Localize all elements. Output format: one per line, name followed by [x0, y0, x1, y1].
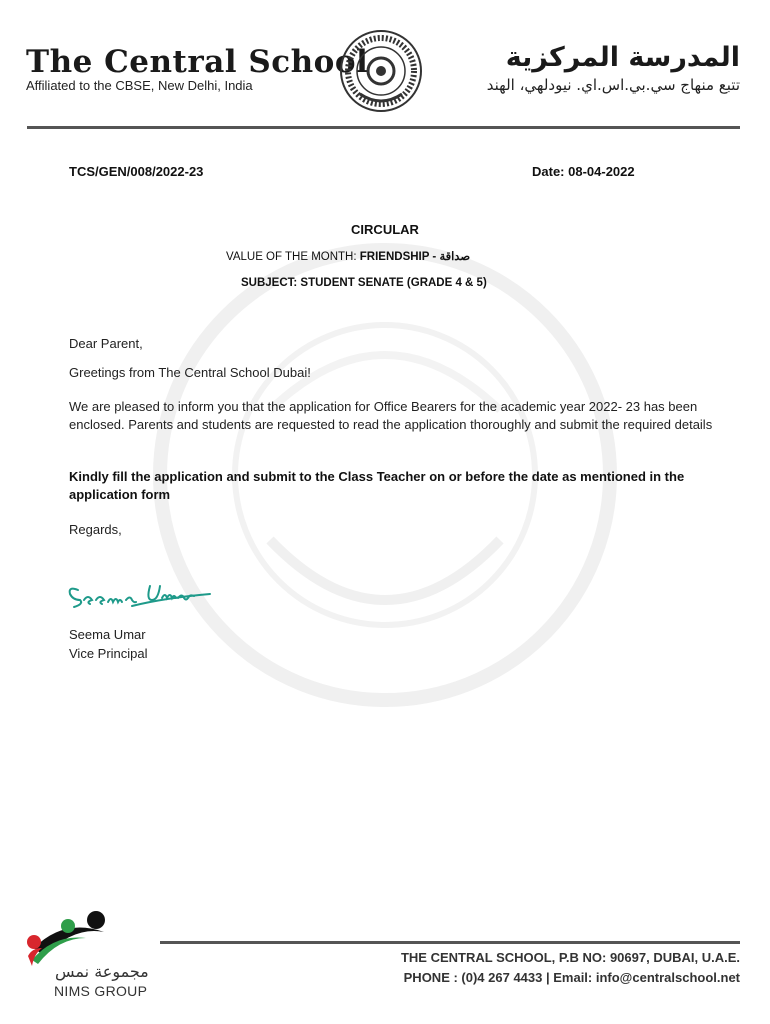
group-name-arabic: مجموعة نمس — [55, 962, 149, 981]
header-divider — [27, 126, 740, 129]
closing: Regards, — [69, 522, 122, 537]
school-emblem-icon — [330, 28, 432, 114]
value-of-month — [226, 249, 470, 263]
value-label: VALUE OF THE MONTH: — [226, 251, 357, 263]
signatory-name: Seema Umar — [69, 627, 146, 642]
footer-divider — [160, 941, 740, 944]
circular-heading: CIRCULAR — [351, 222, 419, 237]
circular-date: Date: 08-04-2022 — [532, 164, 635, 179]
signature-image — [64, 576, 214, 612]
body-paragraph: We are pleased to inform you that the application for Office Bearers for the academic year 2022- 23 has been enclosed. Parents and students are requested to read the application thoroughly and submit the required details — [69, 399, 713, 432]
school-affiliation: Affiliated to the CBSE, New Delhi, India — [26, 78, 253, 93]
footer-address: THE CENTRAL SCHOOL, P.B NO: 90697, DUBAI, U.A.E. — [400, 950, 740, 965]
school-name-arabic: المدرسة المركزية — [505, 42, 740, 73]
reference-number: TCS/GEN/008/2022-23 — [69, 164, 204, 179]
salutation: Dear Parent, — [69, 336, 143, 351]
value-text: FRIENDSHIP - صداقة — [359, 251, 471, 263]
nims-logo-icon — [24, 908, 114, 968]
signatory-title: Vice Principal — [69, 646, 148, 661]
footer-contact: PHONE : (0)4 267 4433 | Email: info@centralschool.net — [403, 970, 740, 985]
instruction: Kindly fill the application and submit to the Class Teacher on or before the date as mentioned in the application form — [69, 469, 685, 502]
group-name: NIMS GROUP — [54, 983, 148, 999]
circular-subject: SUBJECT: STUDENT SENATE (GRADE 4 & 5) — [241, 277, 487, 289]
school-affiliation-arabic: تتبع منهاج سي.بي.اس.اي. نيودلهي، الهند — [486, 76, 740, 94]
school-name: The Central School — [26, 44, 369, 80]
greeting: Greetings from The Central School Dubai! — [69, 365, 311, 380]
